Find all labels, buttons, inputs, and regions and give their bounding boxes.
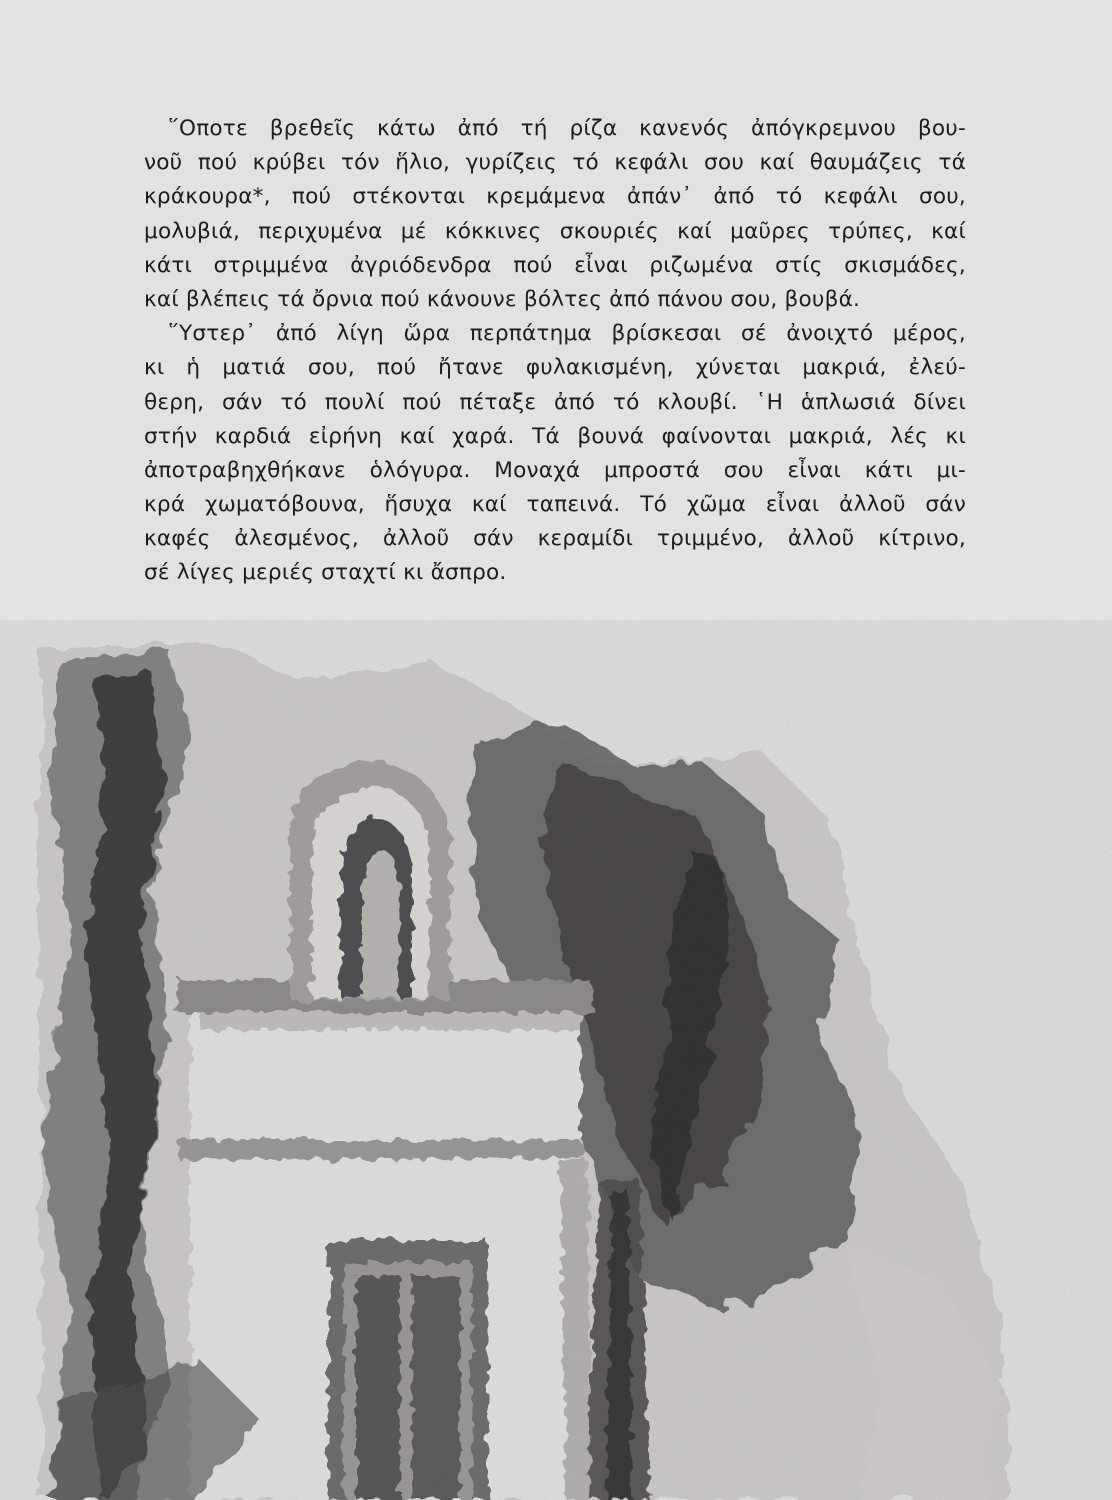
text-line: μολυβιά, περιχυμένα μέ κόκκινες σκουριές καί μαῦρες τρύπες, καί	[144, 218, 966, 244]
text-line: καφές ἀλεσμένος, ἀλλοῦ σάν κεραμίδι τριμμένο, ἀλλοῦ κίτρινο,	[144, 526, 966, 552]
paragraph-1	[144, 112, 966, 317]
text-line: ῞Υστερ᾿ ἀπό λίγη ὥρα περπάτημα βρίσκεσαι σέ ἀνοιχτό μέρος,	[168, 321, 966, 347]
paragraph-2	[144, 317, 966, 591]
text-line: κράκουρα*, πού στέκονται κρεμάμενα ἀπάν᾿ ἀπό τό κεφάλι σου,	[144, 184, 966, 210]
chapel-illustration	[0, 620, 1112, 1500]
text-line: κρά χωματόβουνα, ἥσυχα καί ταπεινά. Τό χῶμα εἶναι ἀλλοῦ σάν	[144, 492, 966, 518]
text-line: θερη, σάν τό πουλί πού πέταξε ἀπό τό κλουβί. ῾Η ἁπλωσιά δίνει	[144, 389, 966, 415]
text-line: κι ἡ ματιά σου, πού ἤτανε φυλακισμένη, χύνεται μακριά, ἐλεύ-	[144, 355, 966, 381]
text-line: κάτι στριμμένα ἀγριόδενδρα πού εἶναι ριζωμένα στίς σκισμάδες,	[144, 252, 966, 278]
text-line: ἀποτραβηχθήκανε ὁλόγυρα. Μοναχά μπροστά σου εἶναι κάτι μι-	[144, 457, 966, 483]
text-line: νοῦ πού κρύβει τόν ἥλιο, γυρίζεις τό κεφάλι σου καί θαυμάζεις τά	[144, 150, 966, 176]
text-line: καί βλέπεις τά ὄρνια πού κάνουνε βόλτες ἀπό πάνου σου, βουβά.	[144, 286, 861, 312]
body-text	[144, 112, 966, 591]
text-line: στήν καρδιά εἰρήνη καί χαρά. Τά βουνά φαίνονται μακριά, λές κι	[144, 423, 966, 449]
text-line: ῞Οποτε βρεθεῖς κάτω ἀπό τή ρίζα κανενός ἀπόγκρεμνου βου-	[168, 116, 966, 141]
text-line: σέ λίγες μεριές σταχτί κι ἄσπρο.	[144, 560, 507, 586]
